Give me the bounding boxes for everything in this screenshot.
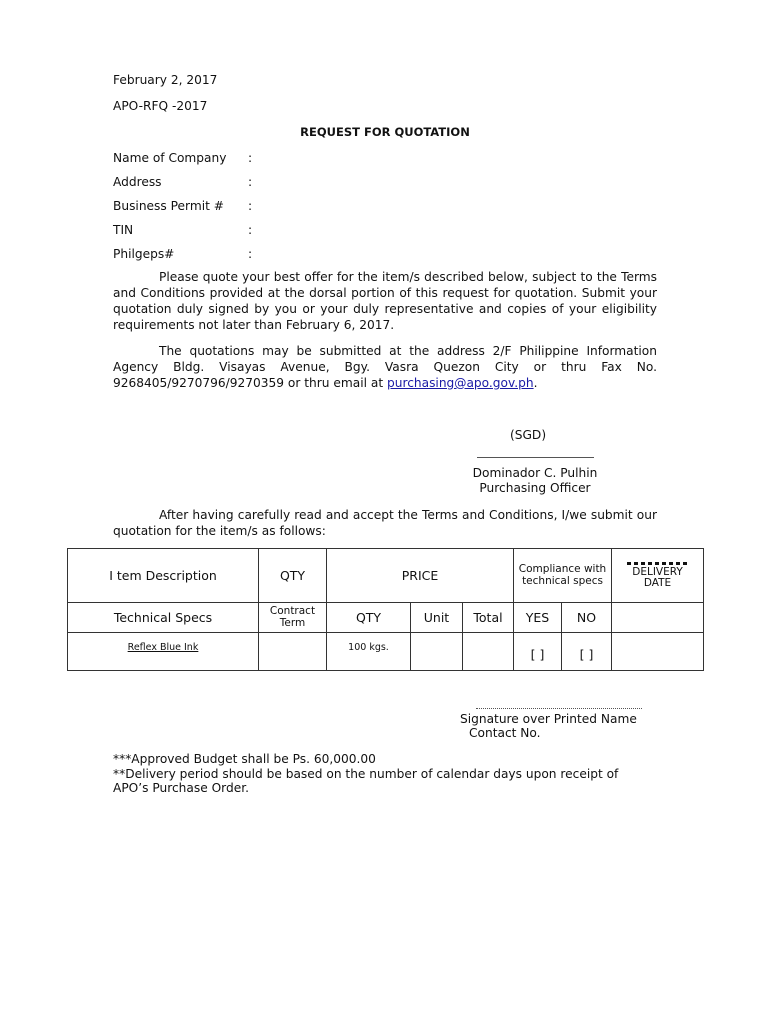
submission-period: . bbox=[533, 376, 538, 390]
subheader-contract-term: Contract Term bbox=[259, 603, 327, 633]
delivery-date-label: DELIVERY DATE bbox=[632, 565, 683, 589]
row-description: Reflex Blue Ink bbox=[68, 633, 259, 671]
header-compliance: Compliance with technical specs bbox=[514, 549, 612, 603]
signature-label: Signature over Printed Name bbox=[460, 712, 637, 726]
subheader-no: NO bbox=[562, 603, 612, 633]
field-colon-address: : bbox=[248, 175, 253, 189]
row-delivery[interactable] bbox=[612, 633, 704, 671]
row-contract-term[interactable] bbox=[259, 633, 327, 671]
table-subheader-row bbox=[68, 603, 704, 633]
supplier-signature-line bbox=[476, 708, 642, 709]
row-qty: 100 kgs. bbox=[327, 633, 411, 671]
acceptance-paragraph: After having carefully read and accept the Terms and Conditions, I/we submit our quotation for the item/s as follows: bbox=[113, 508, 657, 538]
officer-name: Dominador C. Pulhin bbox=[472, 466, 598, 480]
quotation-table bbox=[67, 548, 704, 671]
contact-label: Contact No. bbox=[469, 726, 541, 740]
row-unit[interactable] bbox=[411, 633, 463, 671]
field-label-philgeps: Philgeps# bbox=[113, 247, 175, 261]
field-label-business-permit: Business Permit # bbox=[113, 199, 224, 213]
row-no-checkbox[interactable]: [ ] bbox=[562, 633, 612, 671]
field-colon-company: : bbox=[248, 151, 253, 165]
email-link[interactable]: purchasing@apo.gov.ph bbox=[386, 376, 534, 390]
signed-mark: (SGD) bbox=[510, 428, 547, 442]
header-delivery-date bbox=[612, 549, 704, 603]
field-colon-tin: : bbox=[248, 223, 253, 237]
officer-signature-line bbox=[477, 457, 594, 458]
header-price: PRICE bbox=[327, 549, 514, 603]
delivery-dots bbox=[627, 562, 689, 565]
subheader-delivery-blank bbox=[612, 603, 704, 633]
subheader-technical-specs: Technical Specs bbox=[68, 603, 259, 633]
instructions-paragraph: Please quote your best offer for the item/s described below, subject to the Terms and Conditions provided at the dorsal portion of this request for quotation. Submit your quotation duly signed by you or your duly representative and copies of your eligibility requirements not later than February 6, 2017. bbox=[113, 270, 657, 332]
table-row bbox=[68, 633, 704, 671]
document-date: February 2, 2017 bbox=[113, 73, 218, 87]
subheader-qty: QTY bbox=[327, 603, 411, 633]
field-colon-philgeps: : bbox=[248, 247, 253, 261]
notes bbox=[113, 752, 657, 796]
submission-paragraph bbox=[113, 343, 657, 391]
header-item-description: I tem Description bbox=[68, 549, 259, 603]
budget-note: ***Approved Budget shall be Ps. 60,000.00 bbox=[113, 752, 376, 766]
officer-position: Purchasing Officer bbox=[479, 481, 591, 495]
row-total[interactable] bbox=[463, 633, 514, 671]
field-label-tin: TIN bbox=[113, 223, 134, 237]
subheader-yes: YES bbox=[514, 603, 562, 633]
field-label-company: Name of Company bbox=[113, 151, 227, 165]
subheader-total: Total bbox=[463, 603, 514, 633]
submission-text: The quotations may be submitted at the address 2/F Philippine Information Agency Bldg. Visayas Avenue, Bgy. Vasra Quezon City or thru Fax No. 9268405/9270796/9270359 or thru email at bbox=[113, 344, 657, 390]
delivery-note: **Delivery period should be based on the number of calendar days upon receipt of APO’s Purchase Order. bbox=[113, 766, 619, 795]
document-title: REQUEST FOR QUOTATION bbox=[300, 125, 470, 139]
reference-number: APO-RFQ -2017 bbox=[113, 99, 208, 113]
row-yes-checkbox[interactable]: [ ] bbox=[514, 633, 562, 671]
subheader-unit: Unit bbox=[411, 603, 463, 633]
table-header-row bbox=[68, 549, 704, 603]
field-label-address: Address bbox=[113, 175, 162, 189]
field-colon-business-permit: : bbox=[248, 199, 253, 213]
header-qty: QTY bbox=[259, 549, 327, 603]
